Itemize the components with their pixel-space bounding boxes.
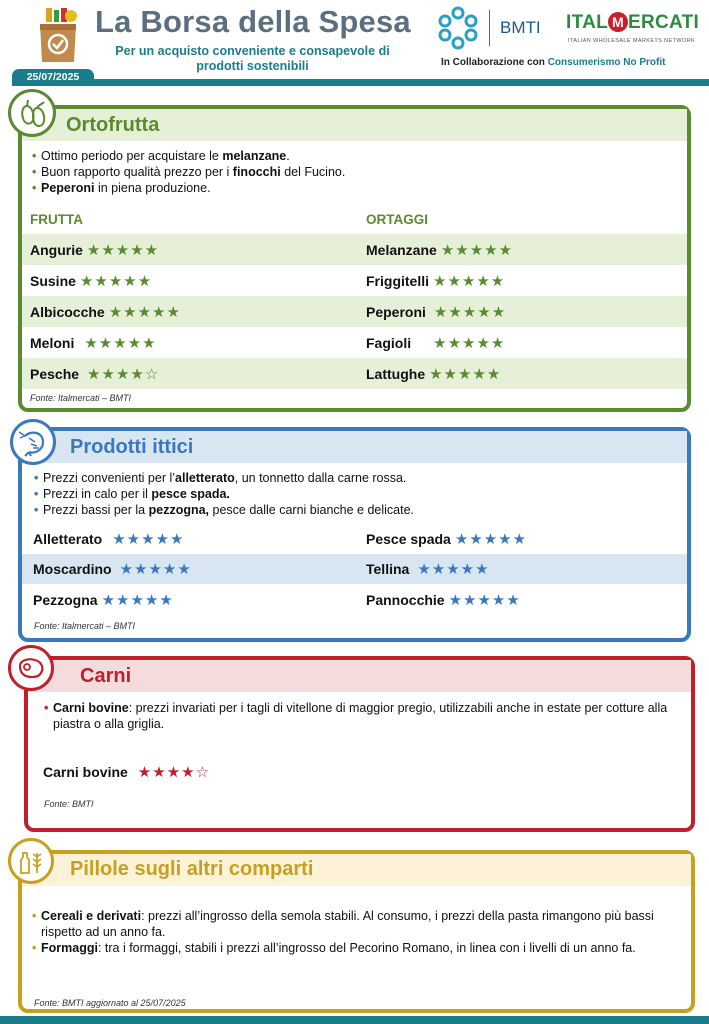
carni-source: Fonte: BMTI: [44, 799, 94, 809]
product-name: Lattughe: [366, 365, 426, 382]
ital-logo-m: M: [608, 12, 628, 32]
pillole-title: Pillole sugli altri comparti: [70, 858, 314, 880]
table-row: [30, 296, 181, 327]
italmercati-logo: [566, 12, 699, 34]
table-row: [30, 234, 159, 265]
rating-stars: ★★★★★: [440, 240, 514, 259]
note-text: .: [286, 149, 290, 163]
rating-stars: ★★★★★: [417, 560, 490, 578]
table-row: [33, 554, 192, 584]
ortofrutta-source: Fonte: Italmercati – BMTI: [30, 393, 132, 403]
collab-prefix: In Collaborazione con: [441, 57, 545, 68]
ortofrutta-title: Ortofrutta: [66, 114, 160, 136]
shrimp-icon: [17, 426, 49, 458]
ittici-notes: [34, 470, 674, 518]
rating-stars: ★★★★★: [454, 530, 528, 548]
pear-icon: [15, 96, 49, 130]
product-name: Peperoni: [366, 303, 426, 320]
note-text: : prezzi invariati per i tagli di vitellone di maggior pregio, utilizzabili anche in estate per cotture alla piastra o alla griglia.: [53, 701, 668, 731]
note-text: pesce dalle carni bianche e delicate.: [209, 503, 415, 517]
footer-bar: [0, 1016, 709, 1024]
table-row: [30, 358, 159, 389]
carni-icon-circle: [8, 645, 54, 691]
table-row: [366, 234, 513, 265]
note-text: del Fucino.: [280, 165, 346, 179]
list-item: • Peperoni in piena produzione.: [32, 181, 211, 195]
product-name: Carni bovine: [43, 764, 128, 780]
note-bold: Formaggi: [41, 941, 98, 955]
rating-stars: ★★★★★: [119, 560, 192, 578]
ital-logo-part: ERCATI: [628, 12, 700, 33]
ortaggi-column-header: ORTAGGI: [366, 212, 428, 227]
note-text: Ottimo periodo per acquistare le: [41, 149, 223, 163]
pillole-source: Fonte: BMTI aggiornato al 25/07/2025: [34, 998, 186, 1008]
list-item: • Buon rapporto qualità prezzo per i finocchi del Fucino.: [32, 165, 346, 179]
note-bold: Cereali e derivati: [41, 909, 142, 923]
page-subtitle: Per un acquisto conveniente e consapevole di prodotti sostenibili: [115, 44, 390, 73]
product-name: Fagioli: [366, 334, 412, 351]
table-row: [366, 327, 505, 358]
list-item: • Ottimo periodo per acquistare le melanzane.: [32, 149, 290, 163]
collab-partner: Consumerismo No Profit: [547, 57, 666, 68]
product-name: Melanzane: [366, 241, 437, 258]
rating-stars: ★★★★★: [433, 271, 506, 290]
pillole-notes: [32, 908, 688, 956]
collaboration-note: [441, 57, 665, 68]
rating-stars: ★★★★★: [429, 364, 502, 383]
note-text: Prezzi in calo per il: [43, 487, 152, 501]
ittici-source: Fonte: Italmercati – BMTI: [34, 621, 136, 631]
italmercati-tagline: ITALIAN WHOLESALE MARKETS NETWORK: [568, 38, 696, 44]
product-name: Tellina: [366, 561, 410, 577]
product-name: Meloni: [30, 334, 75, 351]
rating-stars: ★★★★★: [84, 333, 157, 352]
product-name: Pesce spada: [366, 531, 451, 547]
note-text: : tra i formaggi, stabili i prezzi all’ingrosso del Pecorino Romano, in linea con i livelli di un anno fa.: [97, 941, 636, 955]
carni-notes: [44, 700, 674, 732]
note-text: Prezzi convenienti per l’: [43, 471, 176, 485]
rating-stars: ★★★★★: [79, 271, 153, 290]
list-item: • Carni bovine: prezzi invariati per i tagli di vitellone di maggior pregio, utilizzabili anche in estate per cotture alla piastra o alla griglia.: [44, 701, 668, 731]
frutta-column-header: FRUTTA: [30, 212, 83, 227]
product-name: Susine: [30, 272, 76, 289]
note-bold: finocchi: [232, 165, 281, 179]
table-row: [366, 265, 505, 296]
product-name: Pesche: [30, 365, 80, 382]
rating-stars: ★★★★★: [433, 302, 507, 321]
list-item: • Cereali e derivati: prezzi all’ingrosso della semola stabili. Al consumo, i prezzi della pasta rimangono più bassi rispetto ad un anno fa.: [32, 909, 654, 939]
ortofrutta-icon-circle: [8, 89, 56, 137]
note-text: , un tonnetto dalla carne rossa.: [234, 471, 407, 485]
note-bold: pezzogna,: [148, 503, 210, 517]
table-row: [33, 524, 184, 554]
bmti-logo-text: BMTI: [500, 18, 541, 37]
product-name: Friggitelli: [366, 272, 429, 289]
bmti-logo-icon: [436, 6, 480, 50]
note-text: : prezzi all’ingrosso della semola stabili. Al consumo, i prezzi della pasta rimangono più bassi rispetto ad un anno fa.: [41, 909, 654, 939]
list-item: • Prezzi bassi per la pezzogna, pesce dalle carni bianche e delicate.: [34, 503, 415, 517]
rating-stars: ★★★★☆: [137, 763, 211, 781]
logo-separator: [489, 10, 490, 46]
list-item: • Formaggi: tra i formaggi, stabili i prezzi all’ingrosso del Pecorino Romano, in linea con i livelli di un anno fa.: [32, 941, 636, 955]
table-row: [33, 585, 174, 615]
table-row: [366, 585, 521, 615]
table-row: [366, 554, 490, 584]
rating-stars: ★★★★★: [112, 530, 185, 548]
note-bold: melanzane: [222, 149, 287, 163]
rating-stars: ★★★★★: [101, 591, 174, 609]
product-name: Angurie: [30, 241, 83, 258]
ittici-icon-circle: [10, 419, 56, 465]
pillole-icon-circle: [8, 838, 54, 884]
wheat-bottle-icon: [15, 845, 47, 877]
product-name: Pannocchie: [366, 592, 445, 608]
ittici-title: Prodotti ittici: [70, 436, 194, 458]
ortofrutta-notes: [32, 148, 672, 196]
table-row: [30, 327, 157, 358]
product-name: Moscardino: [33, 561, 112, 577]
table-row: [366, 358, 501, 389]
steak-icon: [15, 652, 47, 684]
rating-stars: ★★★★★: [108, 302, 181, 321]
note-text: in piena produzione.: [94, 181, 211, 195]
table-row: [43, 757, 210, 787]
ital-logo-part: ITAL: [566, 12, 609, 33]
date-badge: 25/07/2025: [12, 69, 94, 86]
note-text: Buon rapporto qualità prezzo per i: [41, 165, 233, 179]
page-title: La Borsa della Spesa: [95, 4, 411, 39]
table-row: [366, 524, 527, 554]
note-bold: pesce spada.: [151, 487, 230, 501]
table-row: [30, 265, 152, 296]
list-item: • Prezzi in calo per il pesce spada.: [34, 487, 230, 501]
note-bold: Peperoni: [41, 181, 95, 195]
header-divider: [12, 79, 709, 86]
rating-stars: ★★★★★: [433, 333, 506, 352]
note-bold: alletterato: [175, 471, 235, 485]
carni-title: Carni: [80, 665, 132, 687]
note-bold: Carni bovine: [53, 701, 129, 715]
product-name: Albicocche: [30, 303, 105, 320]
note-text: Prezzi bassi per la: [43, 503, 149, 517]
rating-stars: ★★★★☆: [87, 364, 160, 383]
rating-stars: ★★★★★: [448, 591, 521, 609]
rating-stars: ★★★★★: [86, 240, 160, 259]
product-name: Pezzogna: [33, 592, 98, 608]
table-row: [366, 296, 506, 327]
list-item: • Prezzi convenienti per l’alletterato, un tonnetto dalla carne rossa.: [34, 471, 407, 485]
shopping-bag-logo-icon: [34, 8, 82, 64]
product-name: Alletterato: [33, 531, 103, 547]
